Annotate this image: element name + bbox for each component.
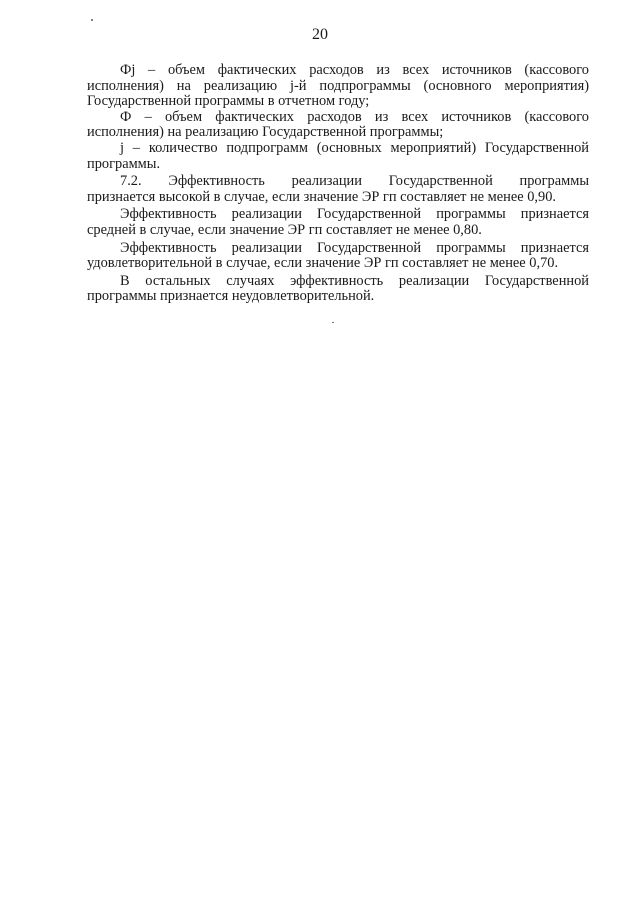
paragraph-7-2 [87,174,589,205]
scan-speck [332,322,334,323]
paragraph-first-line: 7.2. Эффективность реализации Государственной программы [120,173,589,190]
paragraph-j-count [87,141,589,172]
paragraph-continuation: программы. [87,155,161,172]
paragraph-continuation: удовлетворительной в случае, если значение ЭР гп составляет не менее 0,70. [87,255,559,272]
paragraph-first-line: Эффективность реализации Государственной программы признается [120,206,589,223]
paragraph-first-line: Эффективность реализации Государственной программы признается [120,239,589,256]
paragraph-medium-efficiency [87,207,589,238]
paragraph-first-line: Фj – объем фактических расходов из всех источников (кассового [120,62,589,78]
page-number: 20 [312,26,328,43]
paragraph-phi [87,110,589,141]
paragraph-phi-j [87,63,589,110]
scan-speck [91,19,93,21]
paragraph-first-line: Ф – объем фактических расходов из всех источников (кассового [120,108,589,125]
paragraph-satisfactory-efficiency [87,241,589,272]
paragraph-continuation: средней в случае, если значение ЭР гп составляет не менее 0,80. [87,221,482,238]
paragraph-continuation: программы признается неудовлетворительной. [87,288,375,305]
paragraph-first-line: В остальных случаях эффективность реализации Государственной [120,272,589,289]
paragraph-unsatisfactory-efficiency [87,274,589,305]
paragraph-continuation: исполнения) на реализацию Государственной программы; [87,124,444,141]
paragraph-continuation: исполнения) на реализацию j-й подпрограммы (основного мероприятия) Государственной программы в отчетном году; [87,77,589,110]
paragraph-continuation: признается высокой в случае, если значение ЭР гп составляет не менее 0,90. [87,188,557,205]
document-body [87,63,589,305]
paragraph-first-line: j – количество подпрограмм (основных мероприятий) Государственной [120,139,589,156]
